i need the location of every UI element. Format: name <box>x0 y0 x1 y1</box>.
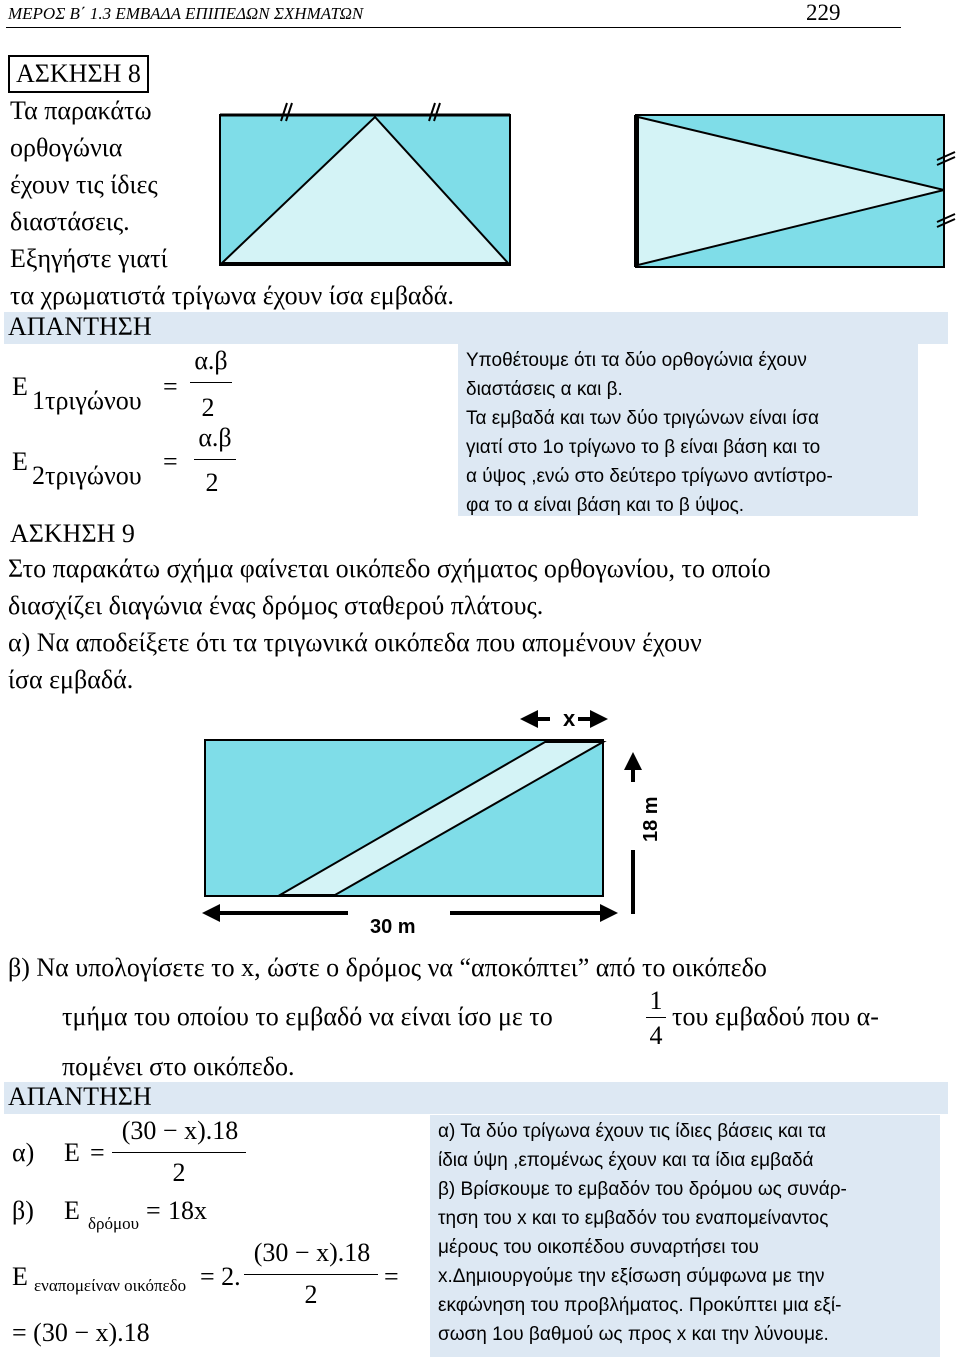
formula-e2-bar <box>194 459 236 460</box>
note-line: ίδια ύψη ,επομένως έχουν και τα ίδια εμβαδά <box>438 1150 814 1171</box>
qb-line1: β) Να υπολογίσετε το x, ώστε ο δρόμος να “αποκόπτει” από το οικόπεδο <box>8 953 767 982</box>
quarter-den: 4 <box>649 1021 663 1050</box>
quarter-num: 1 <box>649 986 663 1015</box>
question-b-line3: πομένει στο οικόπεδο. <box>62 1052 295 1081</box>
question-b-line1 <box>8 949 938 986</box>
figure-rectangle-2 <box>630 110 960 270</box>
note-line: Υποθέτουμε ότι τα δύο ορθογώνια έχουν <box>466 350 807 371</box>
formula-a-e: Ε <box>64 1138 80 1167</box>
formula-e1-sub: 1τριγώνου <box>32 386 142 415</box>
formula-c-eq: = <box>384 1262 399 1291</box>
ex8-line: Τα παρακάτω <box>10 96 152 125</box>
formula-a-bar <box>112 1152 246 1153</box>
ex9-line: ίσα εμβαδά. <box>8 665 134 694</box>
formula-a-eq: = <box>90 1138 105 1167</box>
formula-b-eq: = <box>146 1196 161 1225</box>
ex8-line: ορθογώνια <box>10 133 123 162</box>
exercise-9-text <box>8 550 908 698</box>
formula-e1-num: α.β <box>194 346 228 375</box>
formula-e2-eq: = <box>163 447 178 476</box>
formula-b-label: β) <box>12 1196 34 1225</box>
label-18m: 18 m <box>640 796 662 842</box>
answer-label-9 <box>4 1082 948 1114</box>
formula-b-sub: δρόμου <box>88 1214 140 1233</box>
answer-text: ΑΠΑΝΤΗΣΗ <box>8 1082 152 1111</box>
note-line: α) Τα δύο τρίγωνα έχουν τις ίδιες βάσεις και τα <box>438 1121 826 1142</box>
formula-e1-eq: = <box>163 372 178 401</box>
symbol-e: Ε <box>12 372 28 401</box>
formula-b-e: Ε <box>64 1196 80 1225</box>
label-x: x <box>563 706 576 731</box>
note-line: εκφώνηση του προβλήματος. Προκύπτει μια εξί- <box>438 1295 842 1316</box>
note-line: β) Βρίσκουμε το εμβαδόν του δρόμου ως συνάρ- <box>438 1179 847 1200</box>
note-line: φα το α είναι βάση και το β ύψος. <box>466 495 745 516</box>
quarter-bar <box>646 1017 666 1018</box>
formula-e1 <box>12 372 28 402</box>
formula-e2: Ε <box>12 447 28 476</box>
ex8-line: Εξηγήστε γιατί <box>10 244 168 273</box>
figure-rectangle-1 <box>215 95 515 270</box>
answer-text: ΑΠΑΝΤΗΣΗ <box>8 312 152 341</box>
formula-c-sub: εναπομείναν οικόπεδο <box>34 1276 187 1295</box>
ex9-line: α) Να αποδείξετε ότι τα τριγωνικά οικόπεδα που απομένουν έχουν <box>8 628 702 657</box>
exercise-8-text <box>10 92 454 314</box>
figure-plot-with-road <box>190 700 690 950</box>
page-number: 229 <box>806 0 841 25</box>
exercise-8-title: ΑΣΚΗΣΗ 8 <box>8 55 149 93</box>
ex8-line: διαστάσεις. <box>10 207 130 236</box>
note-line: σωση 1ου βαθμού ως προς x και την λύνουμε. <box>438 1324 829 1345</box>
note-line: Τα εμβαδά και των δύο τριγώνων είναι ίσα <box>466 408 819 429</box>
ex8-line: τα χρωματιστά τρίγωνα έχουν ίσα εμβαδά. <box>10 281 454 310</box>
note-line: διαστάσεις α και β. <box>466 379 623 400</box>
formula-a-den: 2 <box>172 1158 186 1187</box>
formula-b-rhs: 18x <box>168 1196 207 1225</box>
formula-c-e: Ε <box>12 1262 28 1291</box>
formula-a-label: α) <box>12 1138 35 1167</box>
answer-label-8 <box>4 312 948 344</box>
formula-e2-den: 2 <box>205 468 219 497</box>
note-line: γιατί στο 1ο τρίγωνο το β είναι βάση και το <box>466 437 821 458</box>
header-rule <box>6 27 901 28</box>
formula-c-bar <box>244 1274 378 1275</box>
question-b-line2a: τμήμα του οποίου το εμβαδό να είναι ίσο με το <box>62 1002 553 1031</box>
ex8-line: έχουν τις ίδιες <box>10 170 158 199</box>
formula-c-rhs: = 2. <box>200 1262 241 1291</box>
note-line: τηση του x και το εμβαδόν του εναπομείναντος <box>438 1208 829 1229</box>
formula-c-den: 2 <box>304 1280 318 1309</box>
question-b-line2b: του εμβαδού που α- <box>672 1002 879 1031</box>
note-line: μέρους του οικοπέδου συναρτήσει του <box>438 1237 759 1258</box>
formula-e1-bar <box>190 382 232 383</box>
explanation-note-9 <box>430 1115 940 1357</box>
formula-d: = (30 − x).18 <box>12 1318 150 1347</box>
note-line: α ύψος ,ενώ στο δεύτερο τρίγωνο αντίστρο- <box>466 466 833 487</box>
ex9-line: διασχίζει διαγώνια ένας δρόμος σταθερού πλάτους. <box>8 591 544 620</box>
formula-e1-den: 2 <box>201 393 215 422</box>
ex9-line: Στο παρακάτω σχήμα φαίνεται οικόπεδο σχήματος ορθογωνίου, το οποίο <box>8 554 771 583</box>
running-header: ΜΕΡΟΣ Β΄ 1.3 ΕΜΒΑΔΑ ΕΠΙΠΕΔΩΝ ΣΧΗΜΑΤΩΝ <box>8 4 364 23</box>
label-30m: 30 m <box>370 916 416 938</box>
note-line: x.Δημιουργούμε την εξίσωση σύμφωνα με την <box>438 1266 825 1287</box>
formula-c-num: (30 − x).18 <box>253 1238 371 1267</box>
formula-e2-sub: 2τριγώνου <box>32 461 142 490</box>
formula-e2-num: α.β <box>198 423 232 452</box>
explanation-note-8 <box>458 344 918 516</box>
formula-a-num: (30 − x).18 <box>121 1116 239 1145</box>
exercise-9-title: ΑΣΚΗΣΗ 9 <box>10 519 135 548</box>
